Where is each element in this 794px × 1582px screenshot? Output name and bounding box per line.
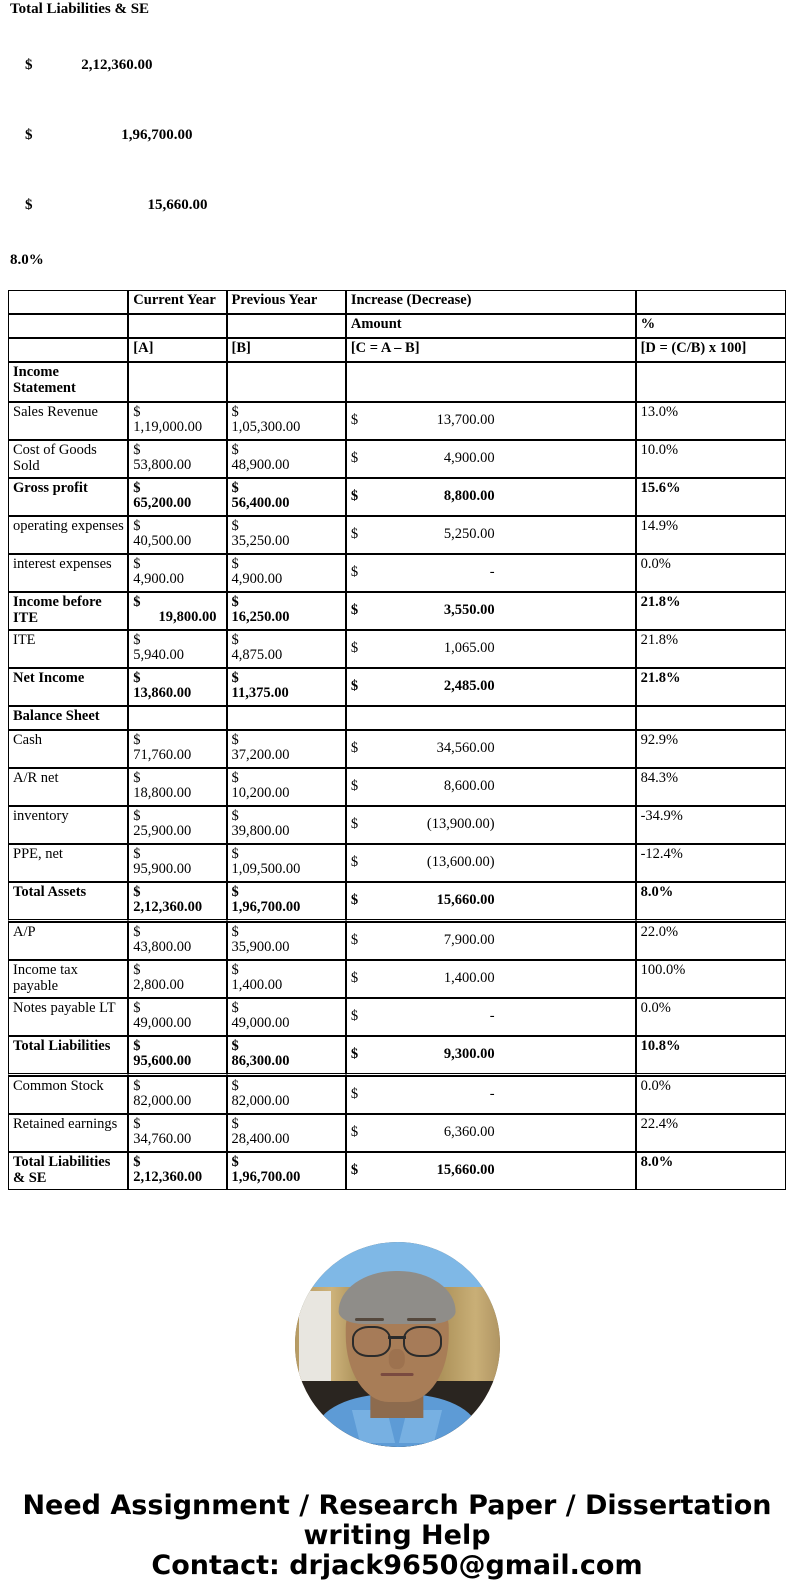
currency-symbol: $ bbox=[133, 962, 141, 978]
row-label: Total Liabilities bbox=[8, 1036, 128, 1076]
cell-percent: -34.9% bbox=[636, 806, 786, 844]
currency-symbol: $ bbox=[350, 932, 359, 949]
cell-percent: 21.8% bbox=[636, 668, 786, 706]
currency-symbol: $ bbox=[231, 556, 239, 572]
row-label: Cost of Goods Sold bbox=[8, 440, 128, 478]
cell-previous-year bbox=[227, 668, 346, 706]
currency-symbol: $ bbox=[231, 846, 239, 862]
cell-current-year bbox=[128, 998, 226, 1036]
cell-previous-year bbox=[227, 844, 346, 882]
currency-symbol: $ bbox=[350, 526, 359, 543]
currency-symbol: $ bbox=[133, 846, 141, 862]
currency-symbol: $ bbox=[231, 924, 239, 940]
cell-value: 48,900.00 bbox=[231, 457, 290, 474]
currency-symbol: $ bbox=[133, 1038, 141, 1054]
cell-previous-year bbox=[227, 768, 346, 806]
cell-value: 37,200.00 bbox=[231, 747, 290, 764]
eyebrow-left bbox=[355, 1318, 384, 1321]
cell-percent: 22.4% bbox=[636, 1114, 786, 1152]
section-title: Income Statement bbox=[8, 362, 128, 402]
cell-current-year bbox=[128, 516, 226, 554]
promo-line-2: writing Help bbox=[303, 1520, 491, 1552]
currency-symbol: $ bbox=[350, 1046, 359, 1063]
table-row bbox=[8, 768, 786, 806]
cell-value: 65,200.00 bbox=[133, 495, 192, 512]
table-row bbox=[8, 882, 786, 922]
table-section-row bbox=[8, 706, 786, 730]
cell-value: 1,065.00 bbox=[443, 640, 495, 657]
currency-symbol: $ bbox=[231, 808, 239, 824]
currency-symbol: $ bbox=[133, 1154, 141, 1170]
row-label: Total Liabilities & SE bbox=[8, 1152, 128, 1190]
formula-d: [D = (C/B) x 100] bbox=[636, 338, 786, 362]
cell-percent: 8.0% bbox=[636, 882, 786, 922]
row-label: interest expenses bbox=[8, 554, 128, 592]
cell-current-year bbox=[128, 1114, 226, 1152]
cell-current-year bbox=[128, 844, 226, 882]
cell-value: 1,05,300.00 bbox=[231, 419, 301, 436]
cell-current-year bbox=[128, 668, 226, 706]
cell-amount bbox=[346, 1036, 636, 1076]
table-row bbox=[8, 630, 786, 668]
cell-value: 2,485.00 bbox=[443, 678, 495, 695]
formula-c: [C = A – B] bbox=[346, 338, 636, 362]
cell-current-year bbox=[128, 806, 226, 844]
cell-current-year bbox=[128, 592, 226, 630]
section-title: Balance Sheet bbox=[8, 706, 128, 730]
cell-amount bbox=[346, 806, 636, 844]
currency-symbol: $ bbox=[133, 518, 141, 534]
currency-symbol: $ bbox=[231, 732, 239, 748]
cell-value: 19,800.00 bbox=[158, 609, 217, 626]
summary-amount-value: 15,660.00 bbox=[147, 197, 208, 213]
currency-symbol: $ bbox=[133, 1116, 141, 1132]
cell-value: 5,940.00 bbox=[133, 647, 185, 664]
table-row bbox=[8, 844, 786, 882]
cell-amount bbox=[346, 554, 636, 592]
table-row bbox=[8, 1076, 786, 1114]
cell-current-year bbox=[128, 960, 226, 998]
table-row bbox=[8, 668, 786, 706]
cell-previous-year bbox=[227, 516, 346, 554]
cell-value: 86,300.00 bbox=[231, 1053, 290, 1070]
cell-value: 11,375.00 bbox=[231, 685, 289, 702]
background-door-panel bbox=[299, 1291, 332, 1389]
cell-amount bbox=[346, 630, 636, 668]
section-blank-cell bbox=[346, 362, 636, 402]
cell-amount bbox=[346, 516, 636, 554]
currency-symbol: $ bbox=[350, 412, 359, 429]
cell-value: 95,900.00 bbox=[133, 861, 192, 878]
summary-amount-row bbox=[10, 43, 786, 88]
cell-percent: 8.0% bbox=[636, 1152, 786, 1190]
currency-symbol: $ bbox=[350, 640, 359, 657]
cell-percent: 10.8% bbox=[636, 1036, 786, 1076]
table-row bbox=[8, 516, 786, 554]
cell-value: 34,560.00 bbox=[436, 740, 495, 757]
section-blank-cell bbox=[636, 362, 786, 402]
currency-symbol: $ bbox=[231, 1000, 239, 1016]
cell-percent: 0.0% bbox=[636, 1076, 786, 1114]
cell-current-year bbox=[128, 630, 226, 668]
table-row bbox=[8, 1036, 786, 1076]
cell-value: 8,800.00 bbox=[443, 488, 495, 505]
cell-value: 4,875.00 bbox=[231, 647, 283, 664]
currency-symbol: $ bbox=[350, 450, 359, 467]
table-header-row-3 bbox=[8, 338, 786, 362]
cell-percent: -12.4% bbox=[636, 844, 786, 882]
table-row bbox=[8, 1152, 786, 1190]
cell-value: - bbox=[489, 1086, 495, 1103]
cell-amount bbox=[346, 730, 636, 768]
cell-previous-year bbox=[227, 806, 346, 844]
cell-value: 39,800.00 bbox=[231, 823, 290, 840]
cell-amount bbox=[346, 768, 636, 806]
formula-b: [B] bbox=[227, 338, 346, 362]
currency-symbol: $ bbox=[133, 556, 141, 572]
cell-value: 13,700.00 bbox=[436, 412, 495, 429]
cell-percent: 100.0% bbox=[636, 960, 786, 998]
table-row bbox=[8, 998, 786, 1036]
cell-current-year bbox=[128, 478, 226, 516]
cell-percent: 13.0% bbox=[636, 402, 786, 440]
table-row bbox=[8, 402, 786, 440]
eyeglass-lens-right bbox=[403, 1326, 442, 1357]
currency-symbol: $ bbox=[133, 770, 141, 786]
currency-symbol: $ bbox=[350, 602, 359, 619]
mouth bbox=[381, 1373, 414, 1376]
header-blank-cell bbox=[128, 314, 226, 338]
cell-value: 4,900.00 bbox=[133, 571, 185, 588]
cell-value: 1,96,700.00 bbox=[231, 1169, 301, 1186]
row-label: Gross profit bbox=[8, 478, 128, 516]
currency-symbol: $ bbox=[231, 884, 239, 900]
cell-value: 35,900.00 bbox=[231, 939, 290, 956]
table-section-row bbox=[8, 362, 786, 402]
cell-percent: 0.0% bbox=[636, 554, 786, 592]
currency-symbol: $ bbox=[133, 632, 141, 648]
row-label: Net Income bbox=[8, 668, 128, 706]
cell-current-year bbox=[128, 1036, 226, 1076]
cell-previous-year bbox=[227, 630, 346, 668]
cell-value: 18,800.00 bbox=[133, 785, 192, 802]
currency-symbol: $ bbox=[350, 778, 359, 795]
currency-symbol: $ bbox=[350, 1008, 359, 1025]
summary-amount-row bbox=[10, 113, 786, 158]
header-current-year: Current Year bbox=[128, 290, 226, 314]
cell-previous-year bbox=[227, 1114, 346, 1152]
currency-symbol: $ bbox=[231, 1038, 239, 1054]
currency-symbol: $ bbox=[350, 816, 359, 833]
cell-value: 5,250.00 bbox=[443, 526, 495, 543]
cell-percent: 22.0% bbox=[636, 922, 786, 960]
currency-symbol: $ bbox=[231, 1078, 239, 1094]
table-header-row-2 bbox=[8, 314, 786, 338]
currency-symbol: $ bbox=[231, 1154, 239, 1170]
cell-amount bbox=[346, 402, 636, 440]
cell-value: 4,900.00 bbox=[231, 571, 283, 588]
cell-percent: 0.0% bbox=[636, 998, 786, 1036]
cell-percent: 15.6% bbox=[636, 478, 786, 516]
cell-value: 49,000.00 bbox=[231, 1015, 290, 1032]
summary-amount-row bbox=[10, 183, 786, 228]
table-row bbox=[8, 478, 786, 516]
row-label: Retained earnings bbox=[8, 1114, 128, 1152]
promo-block bbox=[0, 1491, 794, 1582]
cell-previous-year bbox=[227, 730, 346, 768]
cell-amount bbox=[346, 440, 636, 478]
photo-area bbox=[0, 1242, 794, 1447]
cell-value: 53,800.00 bbox=[133, 457, 192, 474]
header-percent: % bbox=[636, 314, 786, 338]
table-row bbox=[8, 440, 786, 478]
cell-amount bbox=[346, 1114, 636, 1152]
cell-previous-year bbox=[227, 922, 346, 960]
cell-previous-year bbox=[227, 592, 346, 630]
formula-a: [A] bbox=[128, 338, 226, 362]
row-label: ITE bbox=[8, 630, 128, 668]
row-label: inventory bbox=[8, 806, 128, 844]
summary-amount-value: 1,96,700.00 bbox=[121, 127, 193, 143]
cell-value: 10,200.00 bbox=[231, 785, 290, 802]
cell-previous-year bbox=[227, 998, 346, 1036]
section-blank-cell bbox=[227, 362, 346, 402]
cell-value: 2,12,360.00 bbox=[133, 1169, 203, 1186]
eyebrow-right bbox=[407, 1318, 436, 1321]
cell-current-year bbox=[128, 768, 226, 806]
table-row bbox=[8, 806, 786, 844]
currency-symbol: $ bbox=[25, 127, 33, 143]
currency-symbol: $ bbox=[133, 884, 141, 900]
currency-symbol: $ bbox=[133, 924, 141, 940]
cell-current-year bbox=[128, 1152, 226, 1190]
cell-value: (13,900.00) bbox=[426, 816, 495, 833]
currency-symbol: $ bbox=[350, 488, 359, 505]
cell-value: 16,250.00 bbox=[231, 609, 290, 626]
cell-value: 56,400.00 bbox=[231, 495, 290, 512]
cell-amount bbox=[346, 998, 636, 1036]
table-body bbox=[8, 290, 786, 1190]
cell-value: 2,800.00 bbox=[133, 977, 185, 994]
table-row bbox=[8, 554, 786, 592]
cell-value: 6,360.00 bbox=[443, 1124, 495, 1141]
cell-amount bbox=[346, 1152, 636, 1190]
currency-symbol: $ bbox=[133, 480, 141, 496]
currency-symbol: $ bbox=[231, 1116, 239, 1132]
currency-symbol: $ bbox=[231, 632, 239, 648]
cell-percent: 14.9% bbox=[636, 516, 786, 554]
cell-amount bbox=[346, 1076, 636, 1114]
cell-value: - bbox=[489, 564, 495, 581]
cell-amount bbox=[346, 922, 636, 960]
cell-current-year bbox=[128, 1076, 226, 1114]
avatar bbox=[295, 1242, 500, 1447]
cell-value: 40,500.00 bbox=[133, 533, 192, 550]
row-label: PPE, net bbox=[8, 844, 128, 882]
cell-amount bbox=[346, 478, 636, 516]
currency-symbol: $ bbox=[231, 594, 239, 610]
currency-symbol: $ bbox=[133, 732, 141, 748]
row-label: Notes payable LT bbox=[8, 998, 128, 1036]
header-blank-cell bbox=[8, 338, 128, 362]
row-label: Cash bbox=[8, 730, 128, 768]
currency-symbol: $ bbox=[231, 404, 239, 420]
row-label: Income before ITE bbox=[8, 592, 128, 630]
cell-value: 82,000.00 bbox=[231, 1093, 290, 1110]
cell-value: 95,600.00 bbox=[133, 1053, 192, 1070]
section-blank-cell bbox=[128, 362, 226, 402]
cell-percent: 92.9% bbox=[636, 730, 786, 768]
table-header-row-1 bbox=[8, 290, 786, 314]
header-amount: Amount bbox=[346, 314, 636, 338]
currency-symbol: $ bbox=[231, 518, 239, 534]
financial-table-wrapper bbox=[0, 290, 794, 1190]
cell-previous-year bbox=[227, 1152, 346, 1190]
promo-line-1: Need Assignment / Research Paper / Dissertation bbox=[22, 1490, 772, 1521]
currency-symbol: $ bbox=[350, 740, 359, 757]
cell-value: 15,660.00 bbox=[436, 1162, 495, 1179]
row-label: Income tax payable bbox=[8, 960, 128, 998]
eyeglass-lens-left bbox=[352, 1326, 391, 1357]
cell-amount bbox=[346, 844, 636, 882]
cell-value: 1,400.00 bbox=[231, 977, 283, 994]
cell-previous-year bbox=[227, 402, 346, 440]
currency-symbol: $ bbox=[133, 1078, 141, 1094]
cell-value: 1,09,500.00 bbox=[231, 861, 301, 878]
cell-value: 43,800.00 bbox=[133, 939, 192, 956]
cell-value: 4,900.00 bbox=[443, 450, 495, 467]
cell-value: 28,400.00 bbox=[231, 1131, 290, 1148]
cell-percent: 84.3% bbox=[636, 768, 786, 806]
table-row bbox=[8, 592, 786, 630]
section-blank-cell bbox=[128, 706, 226, 730]
cell-current-year bbox=[128, 730, 226, 768]
summary-percent: 8.0% bbox=[10, 252, 44, 268]
eyeglass-bridge bbox=[388, 1336, 406, 1339]
cell-value: 2,12,360.00 bbox=[133, 899, 203, 916]
cell-amount bbox=[346, 960, 636, 998]
cell-value: 1,96,700.00 bbox=[231, 899, 301, 916]
cell-previous-year bbox=[227, 440, 346, 478]
cell-value: 82,000.00 bbox=[133, 1093, 192, 1110]
currency-symbol: $ bbox=[133, 670, 141, 686]
cell-current-year bbox=[128, 554, 226, 592]
currency-symbol: $ bbox=[350, 1086, 359, 1103]
promo-line-3: Contact: drjack9650@gmail.com bbox=[151, 1550, 643, 1582]
cell-amount bbox=[346, 882, 636, 922]
currency-symbol: $ bbox=[350, 1124, 359, 1141]
currency-symbol: $ bbox=[231, 670, 239, 686]
cell-value: 34,760.00 bbox=[133, 1131, 192, 1148]
cell-current-year bbox=[128, 882, 226, 922]
currency-symbol: $ bbox=[350, 854, 359, 871]
cell-value: 13,860.00 bbox=[133, 685, 192, 702]
cell-value: 1,19,000.00 bbox=[133, 419, 203, 436]
row-label: Common Stock bbox=[8, 1076, 128, 1114]
table-row bbox=[8, 960, 786, 998]
row-label: Sales Revenue bbox=[8, 402, 128, 440]
cell-value: 49,000.00 bbox=[133, 1015, 192, 1032]
summary-block bbox=[0, 0, 794, 268]
cell-value: 3,550.00 bbox=[443, 602, 495, 619]
header-previous-year: Previous Year bbox=[227, 290, 346, 314]
cell-value: 35,250.00 bbox=[231, 533, 290, 550]
currency-symbol: $ bbox=[133, 1000, 141, 1016]
summary-amount-value: 2,12,360.00 bbox=[81, 57, 153, 73]
currency-symbol: $ bbox=[231, 962, 239, 978]
currency-symbol: $ bbox=[231, 770, 239, 786]
cell-previous-year bbox=[227, 1076, 346, 1114]
currency-symbol: $ bbox=[350, 970, 359, 987]
currency-symbol: $ bbox=[25, 197, 33, 213]
row-label: operating expenses bbox=[8, 516, 128, 554]
cell-amount bbox=[346, 592, 636, 630]
currency-symbol: $ bbox=[231, 480, 239, 496]
cell-value: - bbox=[489, 1008, 495, 1025]
nose bbox=[389, 1349, 405, 1370]
cell-value: 8,600.00 bbox=[443, 778, 495, 795]
currency-symbol: $ bbox=[350, 892, 359, 909]
row-label: A/P bbox=[8, 922, 128, 960]
table-row bbox=[8, 1114, 786, 1152]
cell-value: 7,900.00 bbox=[443, 932, 495, 949]
cell-previous-year bbox=[227, 960, 346, 998]
section-blank-cell bbox=[636, 706, 786, 730]
comparative-financial-table bbox=[8, 290, 786, 1190]
currency-symbol: $ bbox=[133, 594, 141, 610]
section-blank-cell bbox=[227, 706, 346, 730]
currency-symbol: $ bbox=[350, 564, 359, 581]
cell-previous-year bbox=[227, 478, 346, 516]
currency-symbol: $ bbox=[231, 442, 239, 458]
row-label: Total Assets bbox=[8, 882, 128, 922]
cell-current-year bbox=[128, 922, 226, 960]
cell-current-year bbox=[128, 402, 226, 440]
table-row bbox=[8, 730, 786, 768]
section-blank-cell bbox=[346, 706, 636, 730]
cell-value: 25,900.00 bbox=[133, 823, 192, 840]
cell-percent: 10.0% bbox=[636, 440, 786, 478]
row-label: A/R net bbox=[8, 768, 128, 806]
cell-value: 1,400.00 bbox=[443, 970, 495, 987]
cell-value: (13,600.00) bbox=[426, 854, 495, 871]
header-blank-cell bbox=[8, 290, 128, 314]
header-trailing-blank bbox=[636, 290, 786, 314]
currency-symbol: $ bbox=[25, 57, 33, 73]
header-increase-decrease: Increase (Decrease) bbox=[346, 290, 636, 314]
header-blank-cell bbox=[227, 314, 346, 338]
currency-symbol: $ bbox=[350, 1162, 359, 1179]
currency-symbol: $ bbox=[133, 404, 141, 420]
currency-symbol: $ bbox=[133, 808, 141, 824]
cell-previous-year bbox=[227, 882, 346, 922]
cell-previous-year bbox=[227, 1036, 346, 1076]
cell-value: 9,300.00 bbox=[443, 1046, 495, 1063]
table-row bbox=[8, 922, 786, 960]
cell-value: 71,760.00 bbox=[133, 747, 192, 764]
cell-value: 15,660.00 bbox=[436, 892, 495, 909]
currency-symbol: $ bbox=[350, 678, 359, 695]
currency-symbol: $ bbox=[133, 442, 141, 458]
cell-current-year bbox=[128, 440, 226, 478]
cell-percent: 21.8% bbox=[636, 630, 786, 668]
cell-previous-year bbox=[227, 554, 346, 592]
cell-amount bbox=[346, 668, 636, 706]
cell-percent: 21.8% bbox=[636, 592, 786, 630]
summary-title: Total Liabilities & SE bbox=[10, 1, 150, 17]
header-blank-cell bbox=[8, 314, 128, 338]
